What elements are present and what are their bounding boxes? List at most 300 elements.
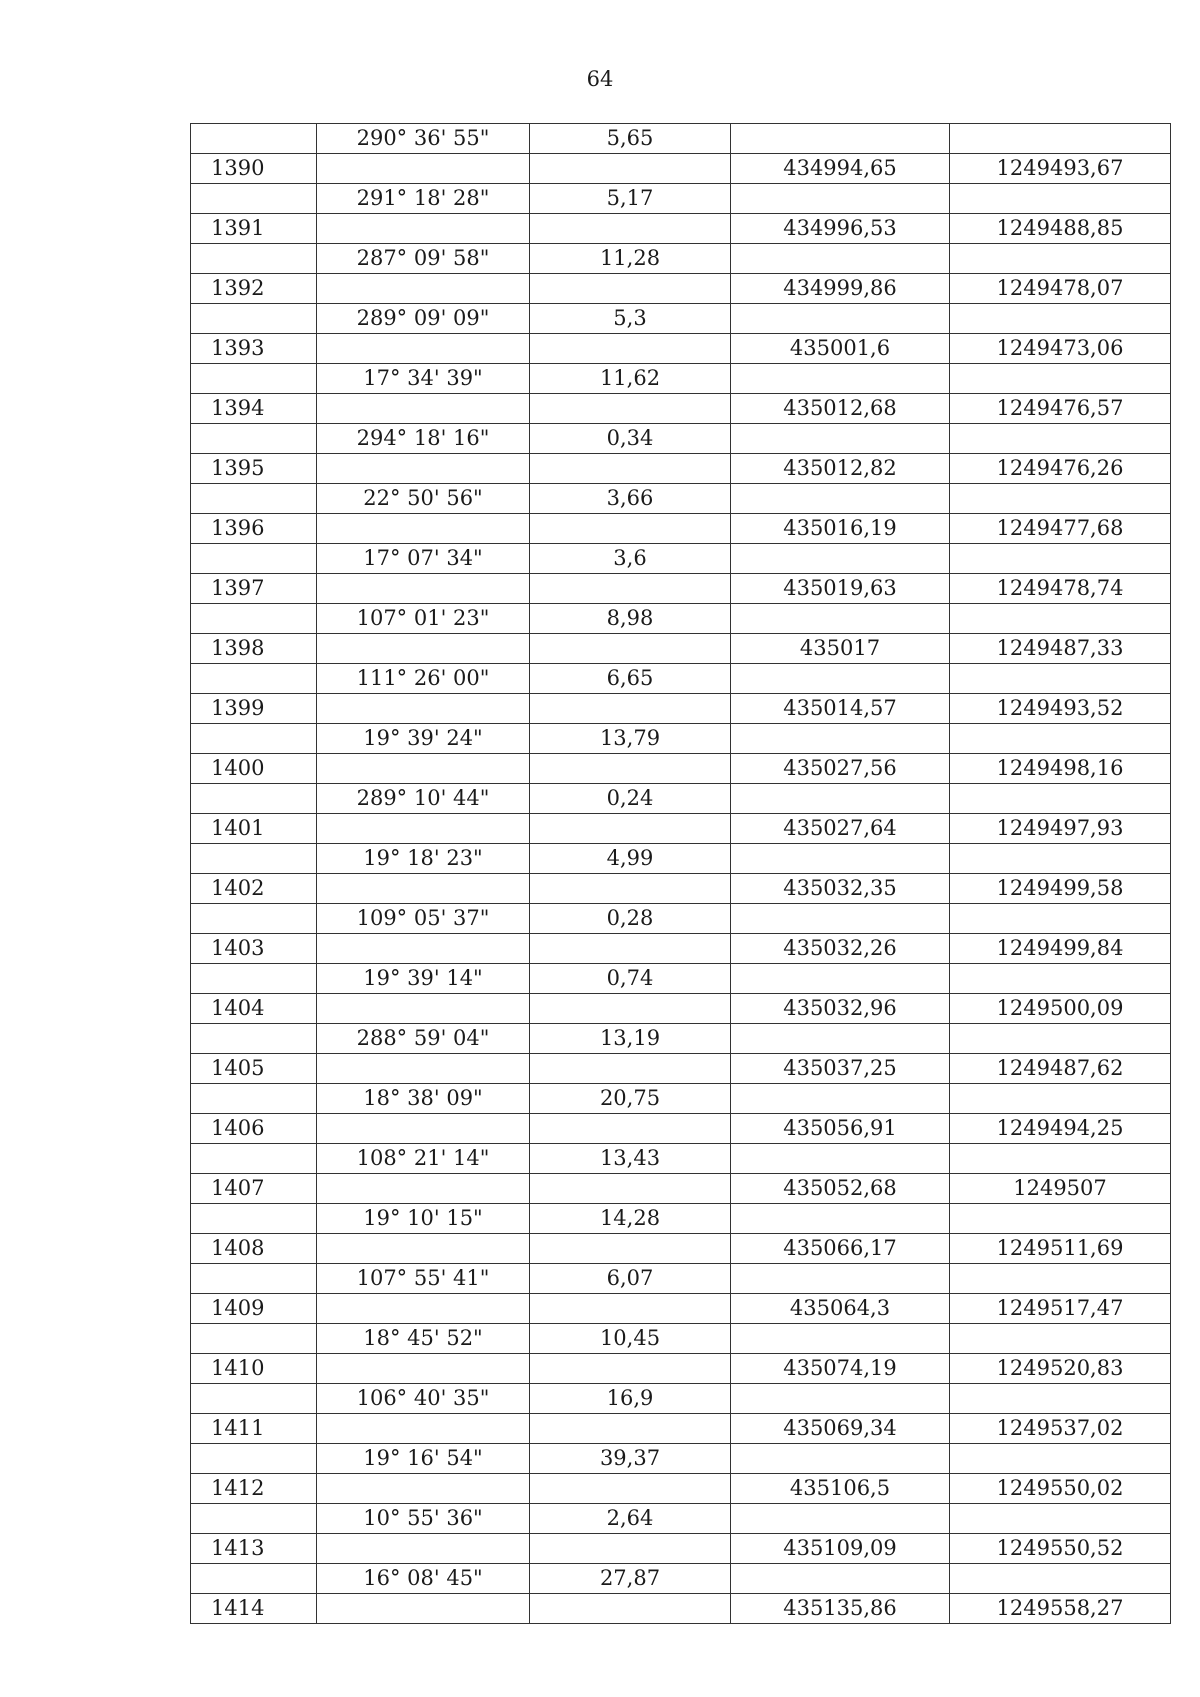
empty-cell (950, 904, 1171, 934)
empty-cell (731, 484, 950, 514)
y-coordinate-cell: 1249520,83 (950, 1354, 1171, 1384)
segment-row (191, 724, 1171, 754)
empty-cell (191, 1204, 317, 1234)
segment-row (191, 1264, 1171, 1294)
point-number-cell: 1408 (191, 1234, 317, 1264)
distance-cell: 13,79 (530, 724, 731, 754)
bearing-cell: 107° 01' 23" (317, 604, 530, 634)
page-number: 64 (586, 67, 614, 91)
empty-cell (317, 1594, 530, 1624)
distance-cell: 0,74 (530, 964, 731, 994)
segment-row (191, 364, 1171, 394)
empty-cell (530, 154, 731, 184)
empty-cell (530, 1234, 731, 1264)
point-row (191, 334, 1171, 364)
y-coordinate-cell: 1249488,85 (950, 214, 1171, 244)
empty-cell (191, 784, 317, 814)
distance-cell: 13,43 (530, 1144, 731, 1174)
empty-cell (950, 304, 1171, 334)
empty-cell (317, 454, 530, 484)
bearing-cell: 22° 50' 56" (317, 484, 530, 514)
point-row (191, 1054, 1171, 1084)
y-coordinate-cell: 1249511,69 (950, 1234, 1171, 1264)
coordinates-table (190, 123, 1171, 1624)
point-row (191, 154, 1171, 184)
empty-cell (731, 904, 950, 934)
x-coordinate-cell: 435017 (731, 634, 950, 664)
x-coordinate-cell: 435066,17 (731, 1234, 950, 1264)
empty-cell (950, 184, 1171, 214)
empty-cell (731, 1384, 950, 1414)
x-coordinate-cell: 435064,3 (731, 1294, 950, 1324)
bearing-cell: 294° 18' 16" (317, 424, 530, 454)
point-number-cell: 1414 (191, 1594, 317, 1624)
y-coordinate-cell: 1249499,84 (950, 934, 1171, 964)
empty-cell (530, 1414, 731, 1444)
empty-cell (530, 934, 731, 964)
empty-cell (731, 964, 950, 994)
empty-cell (191, 184, 317, 214)
distance-cell: 5,3 (530, 304, 731, 334)
segment-row (191, 604, 1171, 634)
x-coordinate-cell: 435135,86 (731, 1594, 950, 1624)
empty-cell (950, 1204, 1171, 1234)
empty-cell (731, 1564, 950, 1594)
empty-cell (317, 1354, 530, 1384)
empty-cell (731, 784, 950, 814)
bearing-cell: 290° 36' 55" (317, 124, 530, 154)
empty-cell (731, 664, 950, 694)
empty-cell (317, 1174, 530, 1204)
segment-row (191, 484, 1171, 514)
empty-cell (530, 1594, 731, 1624)
empty-cell (530, 274, 731, 304)
point-number-cell: 1399 (191, 694, 317, 724)
x-coordinate-cell: 435012,68 (731, 394, 950, 424)
y-coordinate-cell: 1249507 (950, 1174, 1171, 1204)
segment-row (191, 424, 1171, 454)
point-row (191, 454, 1171, 484)
point-number-cell: 1392 (191, 274, 317, 304)
empty-cell (317, 634, 530, 664)
point-number-cell: 1413 (191, 1534, 317, 1564)
empty-cell (317, 334, 530, 364)
point-number-cell: 1397 (191, 574, 317, 604)
empty-cell (731, 844, 950, 874)
distance-cell: 0,34 (530, 424, 731, 454)
point-row (191, 1474, 1171, 1504)
empty-cell (731, 364, 950, 394)
point-row (191, 394, 1171, 424)
empty-cell (530, 1054, 731, 1084)
y-coordinate-cell: 1249476,26 (950, 454, 1171, 484)
empty-cell (191, 964, 317, 994)
empty-cell (317, 874, 530, 904)
distance-cell: 3,6 (530, 544, 731, 574)
y-coordinate-cell: 1249478,07 (950, 274, 1171, 304)
point-number-cell: 1391 (191, 214, 317, 244)
segment-row (191, 1204, 1171, 1234)
x-coordinate-cell: 435056,91 (731, 1114, 950, 1144)
empty-cell (731, 184, 950, 214)
empty-cell (191, 304, 317, 334)
empty-cell (950, 1504, 1171, 1534)
segment-row (191, 784, 1171, 814)
empty-cell (191, 664, 317, 694)
bearing-cell: 289° 09' 09" (317, 304, 530, 334)
x-coordinate-cell: 435032,35 (731, 874, 950, 904)
empty-cell (317, 394, 530, 424)
x-coordinate-cell: 435012,82 (731, 454, 950, 484)
bearing-cell: 19° 16' 54" (317, 1444, 530, 1474)
empty-cell (317, 1414, 530, 1444)
empty-cell (950, 1384, 1171, 1414)
distance-cell: 0,24 (530, 784, 731, 814)
x-coordinate-cell: 435016,19 (731, 514, 950, 544)
distance-cell: 5,17 (530, 184, 731, 214)
empty-cell (950, 1144, 1171, 1174)
bearing-cell: 19° 10' 15" (317, 1204, 530, 1234)
empty-cell (530, 1114, 731, 1144)
empty-cell (530, 334, 731, 364)
empty-cell (530, 634, 731, 664)
empty-cell (950, 604, 1171, 634)
empty-cell (530, 874, 731, 904)
empty-cell (530, 994, 731, 1024)
point-number-cell: 1400 (191, 754, 317, 784)
point-number-cell: 1406 (191, 1114, 317, 1144)
point-row (191, 1534, 1171, 1564)
x-coordinate-cell: 435069,34 (731, 1414, 950, 1444)
empty-cell (731, 1324, 950, 1354)
empty-cell (530, 394, 731, 424)
distance-cell: 27,87 (530, 1564, 731, 1594)
empty-cell (731, 304, 950, 334)
empty-cell (191, 904, 317, 934)
bearing-cell: 288° 59' 04" (317, 1024, 530, 1054)
x-coordinate-cell: 435032,96 (731, 994, 950, 1024)
point-row (191, 994, 1171, 1024)
distance-cell: 20,75 (530, 1084, 731, 1114)
point-row (191, 874, 1171, 904)
empty-cell (530, 514, 731, 544)
empty-cell (731, 1264, 950, 1294)
empty-cell (950, 544, 1171, 574)
point-number-cell: 1396 (191, 514, 317, 544)
y-coordinate-cell: 1249498,16 (950, 754, 1171, 784)
x-coordinate-cell: 434999,86 (731, 274, 950, 304)
empty-cell (731, 1444, 950, 1474)
distance-cell: 6,65 (530, 664, 731, 694)
empty-cell (317, 154, 530, 184)
empty-cell (317, 1234, 530, 1264)
empty-cell (731, 1144, 950, 1174)
y-coordinate-cell: 1249499,58 (950, 874, 1171, 904)
empty-cell (317, 1114, 530, 1144)
segment-row (191, 1144, 1171, 1174)
point-row (191, 1114, 1171, 1144)
empty-cell (950, 1264, 1171, 1294)
y-coordinate-cell: 1249487,62 (950, 1054, 1171, 1084)
x-coordinate-cell: 435074,19 (731, 1354, 950, 1384)
x-coordinate-cell: 435027,64 (731, 814, 950, 844)
distance-cell: 16,9 (530, 1384, 731, 1414)
point-row (191, 1294, 1171, 1324)
empty-cell (530, 1534, 731, 1564)
point-row (191, 634, 1171, 664)
y-coordinate-cell: 1249473,06 (950, 334, 1171, 364)
empty-cell (191, 1264, 317, 1294)
empty-cell (317, 1474, 530, 1504)
segment-row (191, 844, 1171, 874)
segment-row (191, 904, 1171, 934)
x-coordinate-cell: 435032,26 (731, 934, 950, 964)
segment-row (191, 1504, 1171, 1534)
empty-cell (530, 1294, 731, 1324)
bearing-cell: 287° 09' 58" (317, 244, 530, 274)
y-coordinate-cell: 1249558,27 (950, 1594, 1171, 1624)
y-coordinate-cell: 1249476,57 (950, 394, 1171, 424)
distance-cell: 11,28 (530, 244, 731, 274)
point-number-cell: 1404 (191, 994, 317, 1024)
empty-cell (317, 814, 530, 844)
empty-cell (191, 364, 317, 394)
empty-cell (191, 484, 317, 514)
bearing-cell: 17° 07' 34" (317, 544, 530, 574)
point-row (191, 1354, 1171, 1384)
empty-cell (530, 754, 731, 784)
x-coordinate-cell: 434994,65 (731, 154, 950, 184)
y-coordinate-cell: 1249493,52 (950, 694, 1171, 724)
empty-cell (950, 844, 1171, 874)
bearing-cell: 107° 55' 41" (317, 1264, 530, 1294)
segment-row (191, 664, 1171, 694)
empty-cell (731, 244, 950, 274)
segment-row (191, 1444, 1171, 1474)
point-row (191, 214, 1171, 244)
bearing-cell: 289° 10' 44" (317, 784, 530, 814)
empty-cell (191, 1384, 317, 1414)
distance-cell: 13,19 (530, 1024, 731, 1054)
y-coordinate-cell: 1249517,47 (950, 1294, 1171, 1324)
empty-cell (317, 214, 530, 244)
segment-row (191, 964, 1171, 994)
empty-cell (530, 1174, 731, 1204)
point-number-cell: 1410 (191, 1354, 317, 1384)
segment-row (191, 1024, 1171, 1054)
point-number-cell: 1395 (191, 454, 317, 484)
x-coordinate-cell: 435109,09 (731, 1534, 950, 1564)
empty-cell (950, 1564, 1171, 1594)
bearing-cell: 19° 18' 23" (317, 844, 530, 874)
empty-cell (731, 1024, 950, 1054)
empty-cell (191, 124, 317, 154)
empty-cell (317, 574, 530, 604)
x-coordinate-cell: 435037,25 (731, 1054, 950, 1084)
empty-cell (191, 244, 317, 274)
empty-cell (731, 724, 950, 754)
bearing-cell: 18° 38' 09" (317, 1084, 530, 1114)
distance-cell: 6,07 (530, 1264, 731, 1294)
empty-cell (191, 724, 317, 754)
empty-cell (950, 1444, 1171, 1474)
point-row (191, 274, 1171, 304)
point-number-cell: 1401 (191, 814, 317, 844)
segment-row (191, 1384, 1171, 1414)
x-coordinate-cell: 435001,6 (731, 334, 950, 364)
empty-cell (530, 214, 731, 244)
point-number-cell: 1402 (191, 874, 317, 904)
point-number-cell: 1390 (191, 154, 317, 184)
empty-cell (317, 934, 530, 964)
empty-cell (191, 1024, 317, 1054)
empty-cell (317, 274, 530, 304)
empty-cell (950, 1024, 1171, 1054)
empty-cell (950, 364, 1171, 394)
y-coordinate-cell: 1249494,25 (950, 1114, 1171, 1144)
empty-cell (950, 484, 1171, 514)
empty-cell (191, 1444, 317, 1474)
empty-cell (731, 604, 950, 634)
empty-cell (530, 454, 731, 484)
empty-cell (530, 1474, 731, 1504)
y-coordinate-cell: 1249500,09 (950, 994, 1171, 1024)
empty-cell (317, 1054, 530, 1084)
point-row (191, 574, 1171, 604)
empty-cell (530, 814, 731, 844)
point-number-cell: 1407 (191, 1174, 317, 1204)
bearing-cell: 16° 08' 45" (317, 1564, 530, 1594)
x-coordinate-cell: 435019,63 (731, 574, 950, 604)
point-number-cell: 1412 (191, 1474, 317, 1504)
empty-cell (317, 754, 530, 784)
x-coordinate-cell: 434996,53 (731, 214, 950, 244)
segment-row (191, 1324, 1171, 1354)
empty-cell (950, 244, 1171, 274)
empty-cell (317, 1534, 530, 1564)
bearing-cell: 18° 45' 52" (317, 1324, 530, 1354)
point-number-cell: 1394 (191, 394, 317, 424)
point-number-cell: 1405 (191, 1054, 317, 1084)
empty-cell (191, 1564, 317, 1594)
segment-row (191, 244, 1171, 274)
y-coordinate-cell: 1249493,67 (950, 154, 1171, 184)
point-row (191, 754, 1171, 784)
point-number-cell: 1411 (191, 1414, 317, 1444)
empty-cell (731, 1504, 950, 1534)
point-row (191, 934, 1171, 964)
segment-row (191, 1564, 1171, 1594)
empty-cell (731, 1084, 950, 1114)
bearing-cell: 111° 26' 00" (317, 664, 530, 694)
y-coordinate-cell: 1249487,33 (950, 634, 1171, 664)
y-coordinate-cell: 1249477,68 (950, 514, 1171, 544)
distance-cell: 3,66 (530, 484, 731, 514)
empty-cell (191, 424, 317, 454)
empty-cell (530, 574, 731, 604)
y-coordinate-cell: 1249497,93 (950, 814, 1171, 844)
point-number-cell: 1409 (191, 1294, 317, 1324)
point-row (191, 1414, 1171, 1444)
point-row (191, 1174, 1171, 1204)
empty-cell (950, 964, 1171, 994)
empty-cell (950, 664, 1171, 694)
point-row (191, 1594, 1171, 1624)
bearing-cell: 109° 05' 37" (317, 904, 530, 934)
x-coordinate-cell: 435027,56 (731, 754, 950, 784)
empty-cell (530, 1354, 731, 1384)
distance-cell: 11,62 (530, 364, 731, 394)
distance-cell: 14,28 (530, 1204, 731, 1234)
point-row (191, 694, 1171, 724)
distance-cell: 10,45 (530, 1324, 731, 1354)
distance-cell: 4,99 (530, 844, 731, 874)
bearing-cell: 19° 39' 24" (317, 724, 530, 754)
empty-cell (530, 694, 731, 724)
empty-cell (317, 994, 530, 1024)
empty-cell (191, 604, 317, 634)
distance-cell: 39,37 (530, 1444, 731, 1474)
coordinates-table-body (191, 124, 1171, 1624)
bearing-cell: 106° 40' 35" (317, 1384, 530, 1414)
empty-cell (317, 694, 530, 724)
empty-cell (731, 1204, 950, 1234)
x-coordinate-cell: 435106,5 (731, 1474, 950, 1504)
empty-cell (191, 1324, 317, 1354)
bearing-cell: 17° 34' 39" (317, 364, 530, 394)
bearing-cell: 108° 21' 14" (317, 1144, 530, 1174)
y-coordinate-cell: 1249550,52 (950, 1534, 1171, 1564)
bearing-cell: 291° 18' 28" (317, 184, 530, 214)
empty-cell (191, 544, 317, 574)
empty-cell (191, 1084, 317, 1114)
empty-cell (731, 124, 950, 154)
empty-cell (191, 1144, 317, 1174)
distance-cell: 8,98 (530, 604, 731, 634)
y-coordinate-cell: 1249550,02 (950, 1474, 1171, 1504)
empty-cell (950, 1324, 1171, 1354)
distance-cell: 5,65 (530, 124, 731, 154)
empty-cell (317, 514, 530, 544)
segment-row (191, 124, 1171, 154)
segment-row (191, 1084, 1171, 1114)
point-row (191, 1234, 1171, 1264)
empty-cell (950, 124, 1171, 154)
bearing-cell: 19° 39' 14" (317, 964, 530, 994)
bearing-cell: 10° 55' 36" (317, 1504, 530, 1534)
empty-cell (950, 724, 1171, 754)
empty-cell (317, 1294, 530, 1324)
segment-row (191, 544, 1171, 574)
y-coordinate-cell: 1249478,74 (950, 574, 1171, 604)
point-row (191, 814, 1171, 844)
distance-cell: 0,28 (530, 904, 731, 934)
x-coordinate-cell: 435014,57 (731, 694, 950, 724)
segment-row (191, 184, 1171, 214)
point-number-cell: 1398 (191, 634, 317, 664)
point-number-cell: 1393 (191, 334, 317, 364)
empty-cell (950, 1084, 1171, 1114)
empty-cell (950, 784, 1171, 814)
distance-cell: 2,64 (530, 1504, 731, 1534)
segment-row (191, 304, 1171, 334)
point-number-cell: 1403 (191, 934, 317, 964)
point-row (191, 514, 1171, 544)
empty-cell (731, 424, 950, 454)
y-coordinate-cell: 1249537,02 (950, 1414, 1171, 1444)
empty-cell (731, 544, 950, 574)
empty-cell (191, 844, 317, 874)
